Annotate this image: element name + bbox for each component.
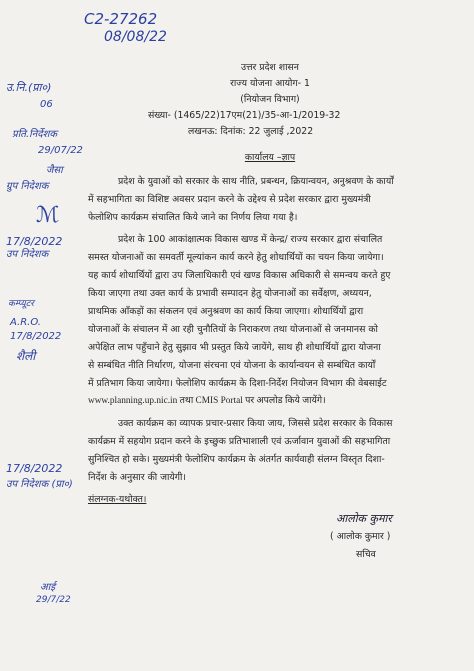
margin-note: 17/8/2022 (10, 331, 62, 342)
margin-note: कम्प्यूटर (8, 299, 34, 309)
enclosure: संलग्नक-यथोक्त। (88, 494, 147, 505)
para3-line: उक्त कार्यक्रम का व्यापक प्रचार-प्रसार किया जाय, जिससे प्रदेश सरकार के विकास (118, 418, 393, 429)
signatory-title: सचिव (356, 549, 376, 560)
para2-line: किया जाएगा तथा उक्त कार्य के प्रभावी सम्पादन हेतु योजनाओं का सर्वेक्षण, अध्ययन, (88, 288, 372, 299)
para2-line: योजनाओं के संचालन में आ रही चुनौतियों के निराकरण तथा योजनाओं से जनमानस को (88, 324, 378, 335)
para2-line: समस्त योजनाओं का समवर्ती मूल्यांकन कार्य करने हेतु शोधार्थियों का चयन किया जायेगा। (88, 252, 384, 263)
margin-note: 06 (40, 99, 53, 110)
para1-line: फेलोशिप कार्यक्रम संचालित किये जाने का निर्णय लिया गया है। (88, 212, 298, 223)
para2-line: में प्रतिभाग किया जायेगा। फेलोशिप कार्यक्रम के दिशा-निर्देश नियोजन विभाग की वेबसाईट (88, 378, 387, 389)
signatory-name: ( आलोक कुमार ) (330, 531, 391, 542)
margin-note: शैली (16, 349, 36, 363)
header-line3: (नियोजन विभाग) (240, 94, 300, 105)
para2-line: अपेक्षित लाभ पहुँचाने हेतु सुझाव भी प्रस्तुत किये जायेंगे, साथ ही शोधार्थियों द्वारा योजना (88, 342, 381, 353)
margin-note: जैसा (46, 165, 63, 176)
margin-note: उप निदेशक (6, 249, 49, 260)
bottom-initials-date: 29/7/22 (36, 595, 71, 605)
para2-website-line: www.planning.up.nic.in तथा CMIS Portal पर अपलोड किये जायेंगे। (88, 396, 326, 406)
document-title: कार्यालय –ज्ञाप (244, 152, 296, 163)
para2-line: से सम्बंधित नीति निर्धारण, योजना संरचना एवं योजना के कार्यान्वयन से सम्बंधित कार्यों (88, 360, 376, 371)
received-stamp-date: 08/08/22 (104, 29, 167, 45)
document-date: लखनऊ: दिनांक: 22 जुलाई ,2022 (188, 126, 314, 137)
margin-note: 17/8/2022 (6, 235, 63, 248)
margin-initials: ℳ (36, 203, 60, 228)
received-stamp-number: C2-27262 (84, 10, 158, 28)
para1-line: में सहभागिता का विशिष्ट अवसर प्रदान करने के उद्देश्य से प्रदेश सरकार द्वारा मुख्यमंत्री (88, 194, 371, 205)
para3-line: कार्यक्रम में सहयोग प्रदान करने के इच्छुक प्रतिभाशाली एवं ऊर्जावान युवाओं की सहभागिता (88, 436, 391, 447)
para1-line: प्रदेश के युवाओं को सरकार के साथ नीति, प्रबन्धन, क्रियान्वयन, अनुश्रवण के कार्यों (118, 176, 394, 187)
bottom-initials: आई (40, 582, 56, 593)
para3-line: निर्देश के अनुसार की जायेगी। (88, 472, 186, 483)
header-line1: उत्तर प्रदेश शासन (241, 62, 299, 73)
margin-note: 17/8/2022 (6, 462, 63, 475)
signature: आलोक कुमार (336, 512, 392, 525)
reference-number: संख्या- (1465/22)17एम(21)/35-आ-1/2019-32 (148, 110, 341, 121)
margin-note: 29/07/22 (38, 145, 83, 156)
margin-note: प्रति.निर्देशक (12, 129, 58, 140)
para2-line: प्राथमिक आँकड़ों का संकलन एवं अनुश्रवण का कार्य किया जाएगा। शोधार्थियों द्वारा (88, 306, 364, 317)
margin-note: उप निदेशक (प्रा०) (6, 479, 73, 490)
header-line2: राज्य योजना आयोग- 1 (230, 78, 310, 89)
margin-note: ग्रुप निदेशक (6, 181, 49, 192)
para2-line: यह कार्य शोधार्थियों द्वारा उप जिलाधिकारी एवं खण्ड विकास अधिकारी से समन्वय करते हुए (88, 270, 391, 281)
margin-note: A.R.O. (10, 317, 41, 328)
margin-note: उ.नि.(प्रा०) (6, 81, 52, 94)
para3-line: सुनिश्चित हो सके। मुख्यमंत्री फेलोशिप कार्यक्रम के अंतर्गत कार्यवाही संलग्न विस्तृत दिशा- (88, 454, 385, 465)
para2-line: प्रदेश के 100 आकांक्षात्मक विकास खण्ड में केन्द्र/ राज्य सरकार द्वारा संचालित (118, 234, 383, 245)
